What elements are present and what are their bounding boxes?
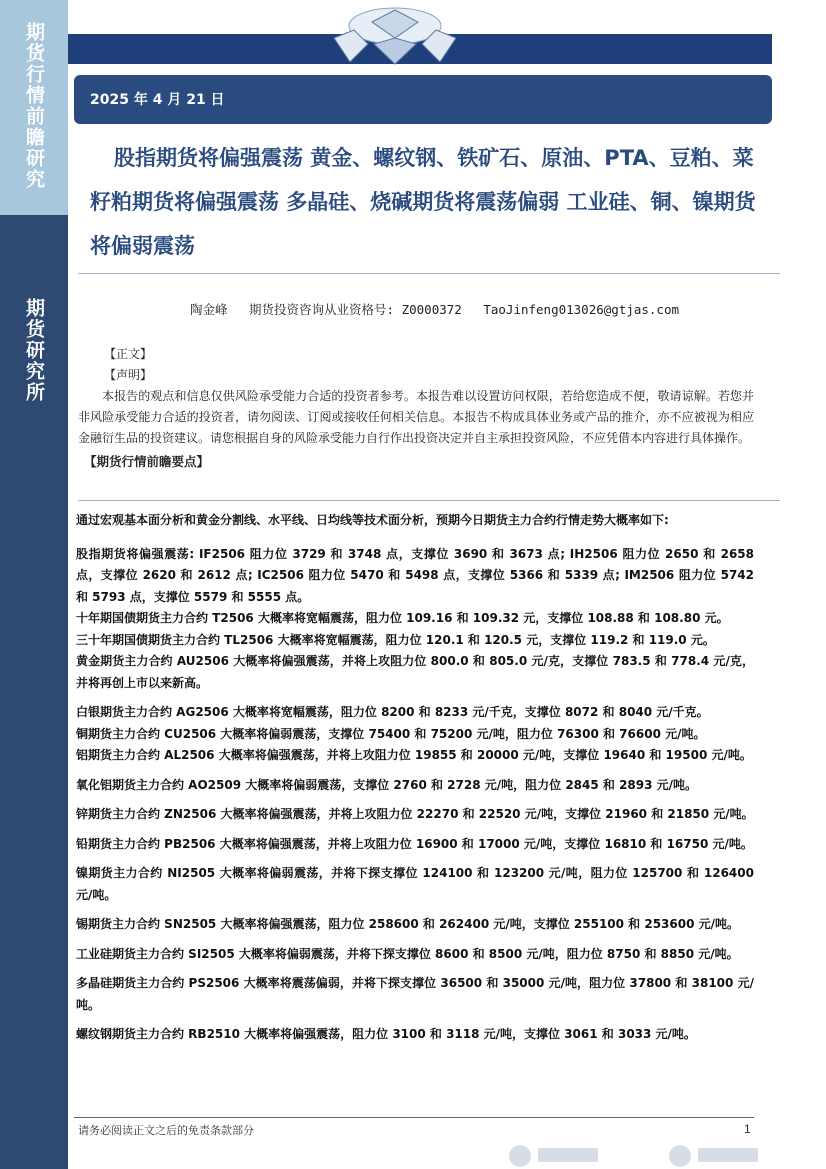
date-bar bbox=[74, 75, 772, 124]
author-email: TaoJinfeng013026@gtjas.com bbox=[483, 302, 680, 317]
list-item: 镍期货主力合约 NI2505 大概率将偏弱震荡，并将下探支撑位 124100 和 123200 元/吨，阻力位 125700 和 126400 元/吨。 bbox=[76, 866, 754, 902]
list-item: 白银期货主力合约 AG2506 大概率将宽幅震荡，阻力位 8200 和 8233 元/千克，支撑位 8072 和 8040 元/千克。 bbox=[76, 705, 709, 719]
sidebar-title-institute: 期货研究所 bbox=[23, 298, 45, 403]
list-item: 铅期货主力合约 PB2506 大概率将偏强震荡，并将上攻阻力位 16900 和 17000 元/吨，支撑位 16810 和 16750 元/吨。 bbox=[76, 836, 753, 851]
list-item: 铝期货主力合约 AL2506 大概率将偏强震荡，并将上攻阻力位 19855 和 20000 元/吨，支撑位 19640 和 19500 元/吨。 bbox=[76, 748, 752, 762]
section-title: 【期货行情前瞻要点】 bbox=[84, 454, 210, 469]
sidebar-title-research: 期货行情前瞻研究 bbox=[23, 22, 45, 190]
footer-divider bbox=[74, 1117, 754, 1118]
disclaimer-paragraph: 本报告的观点和信息仅供风险承受能力合适的投资者参考。本报告难以设置访问权限，若给您造成不便，敬请谅解。若您并非风险承受能力合适的投资者，请勿阅读、订阅或接收任何相关信息。本报告不构成具体业务或产品的推介，亦不应被视为相应金融衍生品的投资建议。请您根据自身的风险承受能力自行作出投资决定并自主承担投资风险，不应凭借本内容进行具体操作。 bbox=[78, 389, 754, 445]
report-body bbox=[78, 344, 754, 472]
list-item: 三十年期国债期货主力合约 TL2506 大概率将宽幅震荡，阻力位 120.1 和 120.5 元，支撑位 119.2 和 119.0 元。 bbox=[76, 632, 715, 647]
statement-label: 【声明】 bbox=[104, 368, 153, 382]
divider bbox=[78, 500, 780, 501]
list-item: 锌期货主力合约 ZN2506 大概率将偏强震荡，并将上攻阻力位 22270 和 22520 元/吨，支撑位 21960 和 21850 元/吨。 bbox=[76, 807, 754, 821]
points-intro: 通过宏观基本面分析和黄金分割线、水平线、日均线等技术面分析，预期今日期货主力合约行情走势大概率如下: bbox=[76, 513, 669, 527]
list-item: 铜期货主力合约 CU2506 大概率将偏弱震荡，支撑位 75400 和 75200 元/吨，阻力位 76300 和 76600 元/吨。 bbox=[76, 726, 706, 741]
page-number: 1 bbox=[744, 1122, 751, 1136]
list-item: 工业硅期货主力合约 SI2505 大概率将偏弱震荡，并将下探支撑位 8600 和 8500 元/吨，阻力位 8750 和 8850 元/吨。 bbox=[76, 946, 739, 961]
list-item: 黄金期货主力合约 AU2506 大概率将偏强震荡，并将上攻阻力位 800.0 和 805.0 元/克，支撑位 783.5 和 778.4 元/克，并将再创上市以来新高。 bbox=[76, 654, 754, 690]
report-date: 2025 年 4 月 21 日 bbox=[90, 92, 225, 108]
list-item: 股指期货将偏强震荡: IF2506 阻力位 3729 和 3748 点，支撑位 3690 和 3673 点; IH2506 阻力位 2650 和 2658 点，支撑位 2620 和 2612 点; IC2506 阻力位 5470 和 5498 点，支撑位 5366 和 5339 点; IM2506 阻力位 5742 和 5793 点，支撑位 5579 和 5555 点。 bbox=[76, 546, 754, 604]
list-item: 多晶硅期货主力合约 PS2506 大概率将震荡偏弱，并将下探支撑位 36500 和 35000 元/吨，阻力位 37800 和 38100 元/吨。 bbox=[76, 976, 754, 1012]
diamond-logo-icon bbox=[320, 4, 470, 66]
author-name: 陶金峰 bbox=[190, 302, 228, 317]
main-text-label: 【正文】 bbox=[104, 347, 153, 361]
list-item: 螺纹钢期货主力合约 RB2510 大概率将偏强震荡，阻力位 3100 和 3118 元/吨，支撑位 3061 和 3033 元/吨。 bbox=[76, 1027, 696, 1041]
divider bbox=[78, 273, 780, 274]
author-line bbox=[190, 300, 693, 318]
list-item: 氧化铝期货主力合约 AO2509 大概率将偏弱震荡，支撑位 2760 和 2728 元/吨，阻力位 2845 和 2893 元/吨。 bbox=[76, 777, 698, 792]
report-title: 股指期货将偏强震荡 黄金、螺纹钢、铁矿石、原油、PTA、豆粕、菜籽粕期货将偏强震荡 多晶硅、烧碱期货将震荡偏弱 工业硅、铜、镍期货将偏弱震荡 bbox=[90, 146, 756, 258]
list-item: 十年期国债期货主力合约 T2506 大概率将宽幅震荡，阻力位 109.16 和 109.32 元，支撑位 108.88 和 108.80 元。 bbox=[76, 611, 729, 625]
list-item: 锡期货主力合约 SN2505 大概率将偏强震荡，阻力位 258600 和 262400 元/吨，支撑位 255100 和 253600 元/吨。 bbox=[76, 917, 740, 931]
author-qualification: 期货投资咨询从业资格号: Z0000372 bbox=[249, 302, 462, 317]
outlook-points bbox=[76, 510, 754, 1046]
footer-notice: 请务必阅读正文之后的免责条款部分 bbox=[78, 1124, 254, 1137]
watermark-logo-icon bbox=[500, 1140, 800, 1169]
